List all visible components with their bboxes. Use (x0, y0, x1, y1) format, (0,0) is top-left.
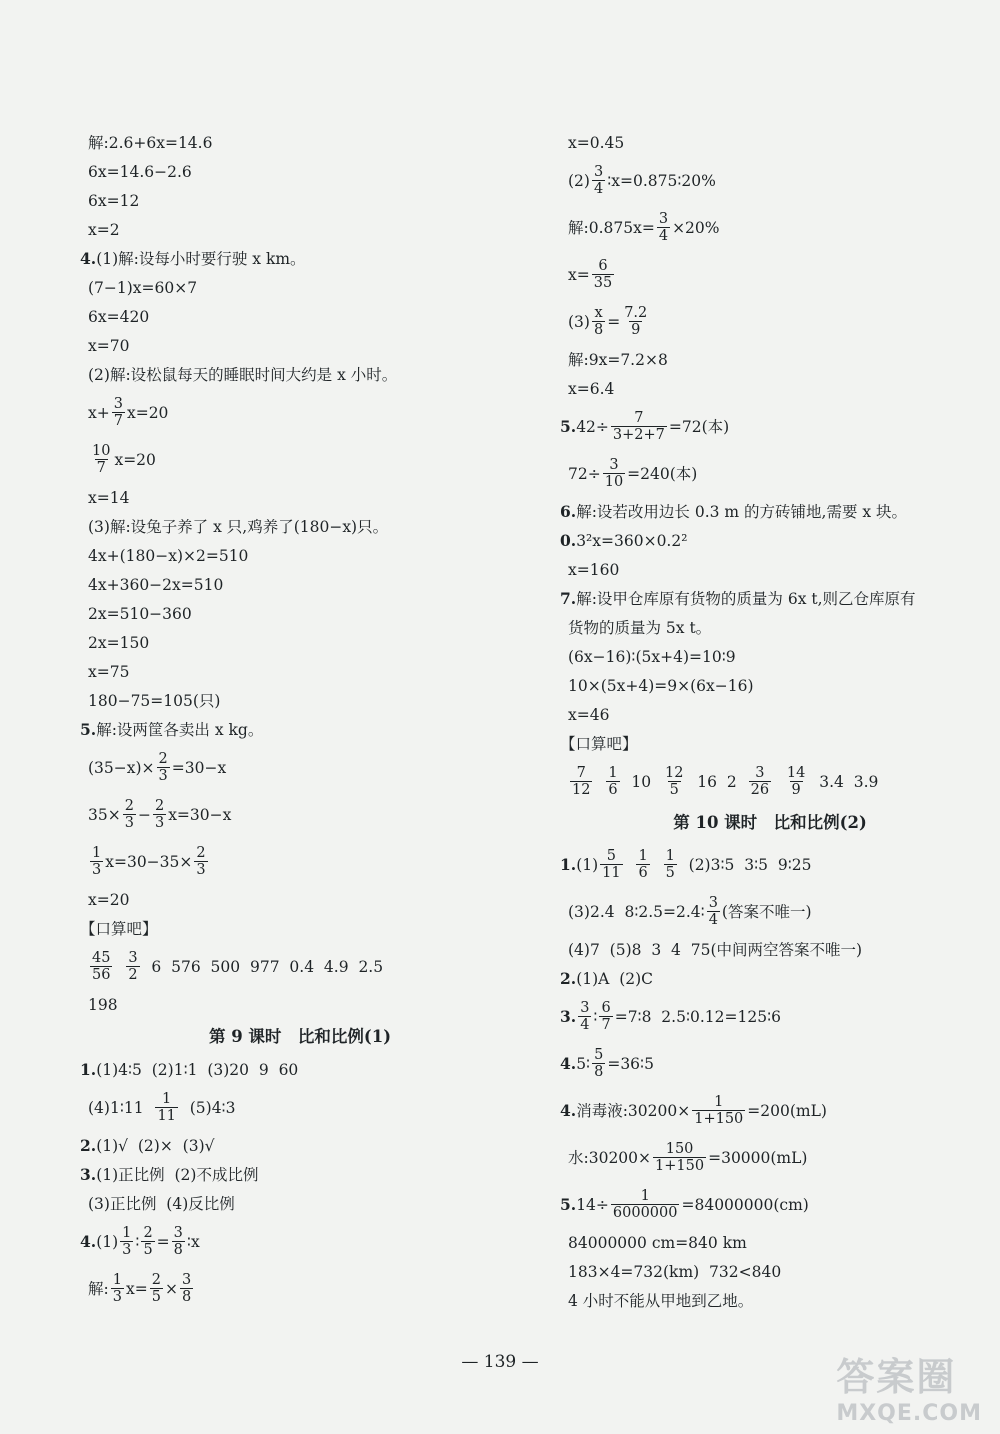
answer-line: 5.解:设两筐各卖出 x kg。 (80, 719, 264, 739)
fraction: $\frac{7.2}{9}$ (624, 305, 648, 338)
answer-line: 【口算吧】 (560, 734, 638, 753)
fraction: $\frac{3}{4}$ (580, 1000, 590, 1033)
fraction: $\frac{3}{2}$ (128, 950, 138, 983)
answer-line: (3)正比例 (4)反比例 (88, 1194, 235, 1213)
answer-line: (7−1)x=60×7 (88, 278, 198, 297)
answer-line: 0.3²x=360×0.2² (560, 530, 688, 550)
answer-line: (2)解:设松鼠每天的睡眠时间大约是 x 小时。 (88, 365, 398, 384)
answer-line: 4x+(180−x)×2=510 (88, 546, 249, 565)
answer-line: 解:9x=7.2×8 (568, 350, 668, 369)
answer-line: (4)7 (5)8 3 4 75(中间两空答案不唯一) (568, 940, 863, 959)
fraction: $\frac{3}{10}$ (604, 457, 624, 490)
answer-line: 5.14÷ $\frac{1}{6000000}$ =84000000(cm) (560, 1188, 809, 1221)
answer-line: 6x=420 (88, 307, 150, 326)
answer-line: 【口算吧】 (80, 919, 158, 938)
fraction: $\frac{150}{1+150}$ (655, 1141, 705, 1174)
answer-line: 3.(1)正比例 (2)不成比例 (80, 1164, 259, 1184)
fraction: $\frac{7}{3+2+7}$ (612, 410, 665, 443)
answer-line: 1.(1) $\frac{5}{11}$ $\frac{1}{6}$ $\frac{1}{5}$ (2)3∶5 3∶5 9∶25 (560, 848, 812, 881)
fraction: $\frac{3}{4}$ (658, 211, 669, 244)
fraction: $\frac{10}{7}$ (92, 443, 111, 476)
fraction: $\frac{1}{3}$ (92, 845, 102, 878)
answer-line: 183×4=732(km) 732<840 (568, 1262, 782, 1281)
answer-line: 6x=14.6−2.6 (88, 162, 192, 181)
answer-line: (35−x)× $\frac{2}{3}$ =30−x (88, 751, 227, 784)
fraction: $\frac{1}{1+150}$ (694, 1094, 744, 1127)
answer-line: $\frac{45}{56}$ $\frac{3}{2}$ 6 576 500 977 0.4 4.9 2.5 (92, 950, 384, 983)
answer-line: 72÷ $\frac{3}{10}$ =240(本) (568, 457, 698, 490)
fraction: $\frac{12}{5}$ (664, 765, 684, 798)
answer-line: 6.解:设若改用边长 0.3 m 的方砖铺地,需要 x 块。 (560, 501, 908, 521)
fraction: $\frac{2}{5}$ (143, 1225, 153, 1258)
fraction: $\frac{5}{11}$ (602, 848, 621, 881)
answer-line: 2x=510−360 (88, 604, 192, 623)
fraction: $\frac{14}{9}$ (786, 765, 806, 798)
fraction: $\frac{2}{3}$ (154, 798, 165, 831)
answer-line: 1.(1)4∶5 (2)1∶1 (3)20 9 60 (80, 1059, 299, 1079)
answer-line: (3)2.4 8∶2.5=2.4∶ $\frac{3}{4}$ (答案不唯一) (568, 895, 812, 928)
answer-line: 4.5∶ $\frac{5}{8}$ =36∶5 (560, 1047, 654, 1080)
answer-line: x=70 (88, 336, 130, 355)
fraction: $\frac{3}{7}$ (113, 396, 123, 429)
fraction: $\frac{5}{8}$ (594, 1047, 604, 1080)
answer-line: 4x+360−2x=510 (88, 575, 224, 594)
answer-line: 货物的质量为 5x t。 (568, 618, 712, 637)
answer-line: x=14 (88, 488, 130, 507)
answer-line: 10×(5x+4)=9×(6x−16) (568, 676, 754, 695)
page-number: — 139 — (461, 1352, 539, 1372)
answer-line: 解:2.6+6x=14.6 (88, 133, 213, 152)
answer-line: x+ $\frac{3}{7}$ x=20 (88, 396, 169, 429)
fraction: $\frac{1}{6}$ (608, 765, 618, 798)
answer-line: (3)解:设兔子养了 x 只,鸡养了(180−x)只。 (88, 517, 389, 536)
answer-line: 180−75=105(只) (88, 691, 221, 710)
fraction: $\frac{45}{56}$ (92, 950, 111, 983)
answer-line: x=160 (568, 560, 620, 579)
fraction: $\frac{1}{11}$ (157, 1091, 176, 1124)
fraction: $\frac{7}{12}$ (572, 765, 591, 798)
answer-line: $\frac{10}{7}$ x=20 (92, 443, 156, 476)
fraction: $\frac{2}{3}$ (124, 798, 134, 831)
answer-line: 2.(1)A (2)C (560, 968, 654, 988)
answer-line: 2x=150 (88, 633, 150, 652)
fraction: $\frac{3}{8}$ (181, 1272, 192, 1305)
fraction: $\frac{3}{8}$ (173, 1225, 183, 1258)
answer-line: x=2 (88, 220, 120, 239)
answer-line: 水:30200× $\frac{150}{1+150}$ =30000(mL) (568, 1141, 808, 1174)
fraction: $\frac{1}{6}$ (638, 848, 648, 881)
answer-line: 5.42÷ $\frac{7}{3+2+7}$ =72(本) (560, 410, 730, 443)
fraction: $\frac{x}{8}$ (593, 305, 604, 338)
fraction: $\frac{2}{3}$ (196, 845, 206, 878)
answer-line: x= $\frac{6}{35}$ (568, 258, 613, 291)
fraction: $\frac{1}{6000000}$ (612, 1188, 678, 1221)
answer-line: 解: $\frac{1}{3}$ x= $\frac{2}{5}$ × $\frac{3}{8}$ (88, 1272, 192, 1305)
answer-line: $\frac{1}{3}$ x=30−35× $\frac{2}{3}$ (92, 845, 206, 878)
answer-line: x=20 (88, 890, 130, 909)
fraction: $\frac{1}{3}$ (112, 1272, 122, 1305)
fraction: $\frac{2}{5}$ (151, 1272, 161, 1305)
fraction: $\frac{3}{4}$ (708, 895, 718, 928)
answer-line: (3) $\frac{x}{8}$ = $\frac{7.2}{9}$ (568, 305, 648, 338)
answer-line: 2.(1)√ (2)× (3)√ (80, 1135, 215, 1155)
answer-line: 198 (88, 995, 118, 1014)
answer-line: (6x−16)∶(5x+4)=10∶9 (568, 647, 736, 666)
answer-line: 7.解:设甲仓库原有货物的质量为 6x t,则乙仓库原有 (560, 588, 916, 608)
answer-line: x=75 (88, 662, 130, 681)
fraction: $\frac{3}{4}$ (593, 164, 604, 197)
answer-line: 4 小时不能从甲地到乙地。 (568, 1291, 754, 1310)
answer-line: 3. $\frac{3}{4}$ ∶ $\frac{6}{7}$ =7∶8 2.5∶0.12=125∶6 (560, 1000, 781, 1033)
fraction: $\frac{2}{3}$ (158, 751, 168, 784)
answer-line: $\frac{7}{12}$ $\frac{1}{6}$ 10 $\frac{12}{5}$ 16 2 $\frac{3}{26}$ $\frac{14}{9}$ 3.4 3.9 (572, 765, 879, 798)
watermark-logo: 答案圈 MXQE.COM (836, 1355, 982, 1426)
section-title: 第 10 课时 比和比例(2) (673, 813, 867, 832)
fraction: $\frac{1}{5}$ (665, 848, 675, 881)
answer-line: x=6.4 (568, 379, 615, 398)
answer-line: x=46 (568, 705, 610, 724)
answer-line: (2) $\frac{3}{4}$ ∶x=0.875∶20% (568, 164, 716, 197)
answer-line: (4)1∶11 $\frac{1}{11}$ (5)4∶3 (88, 1091, 236, 1124)
answer-line: 4.消毒液:30200× $\frac{1}{1+150}$ =200(mL) (560, 1094, 827, 1127)
answer-line: 6x=12 (88, 191, 140, 210)
answer-line: 84000000 cm=840 km (568, 1233, 747, 1252)
answer-line: 35× $\frac{2}{3}$ − $\frac{2}{3}$ x=30−x (88, 798, 232, 831)
fraction: $\frac{6}{35}$ (593, 258, 613, 291)
right-column (560, 128, 980, 1315)
answer-line: 4.(1)解:设每小时要行驶 x km。 (80, 248, 306, 268)
fraction: $\frac{1}{3}$ (122, 1225, 132, 1258)
fraction: $\frac{3}{26}$ (750, 765, 770, 798)
answer-line: 4.(1) $\frac{1}{3}$ ∶ $\frac{2}{5}$ = $\frac{3}{8}$ ∶x (80, 1225, 200, 1258)
left-column (80, 128, 520, 1312)
answer-line: x=0.45 (568, 133, 625, 152)
fraction: $\frac{6}{7}$ (601, 1000, 611, 1033)
section-title: 第 9 课时 比和比例(1) (208, 1027, 392, 1046)
answer-line: 解:0.875x= $\frac{3}{4}$ ×20% (568, 211, 720, 244)
